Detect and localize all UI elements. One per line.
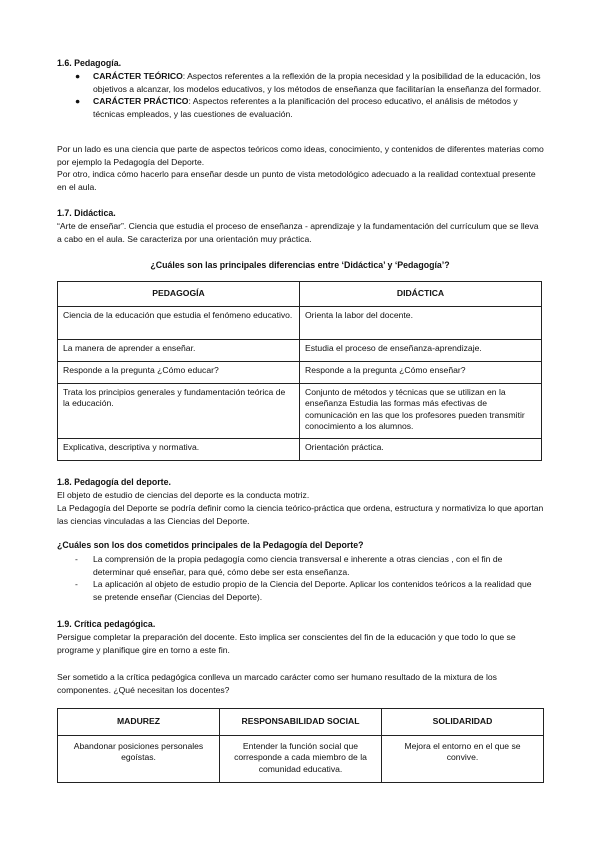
dash-icon: - <box>75 579 78 590</box>
bullet-text: La comprensión de la propia pedagogía como ciencia transversal e inherente a otras ciencias , con el fin de determinar qué enseñar, para qué, cómo debe ser esta enseñanza. <box>93 554 503 577</box>
table-cell: Mejora el entorno en el que se convive. <box>382 735 544 782</box>
table-cell: Ciencia de la educación que estudia el fenómeno educativo. <box>58 306 300 339</box>
table-header: PEDAGOGÍA <box>58 282 300 307</box>
table-row <box>58 361 542 383</box>
bullet-item <box>57 578 543 603</box>
bullet-dot-icon: ● <box>75 71 81 81</box>
table-row <box>58 438 542 460</box>
bullet-item <box>57 95 543 120</box>
table-header-row <box>58 282 542 307</box>
section-1-9-title: 1.9. Crítica pedagógica. <box>57 619 156 629</box>
bullet-text: La aplicación al objeto de estudio propio de la Ciencia del Deporte. Aplicar los contenidos teóricos a la realidad que se pretende enseñar (Ciencias del Deporte). <box>93 579 532 602</box>
dash-icon: - <box>75 554 78 564</box>
table-row <box>58 306 542 339</box>
table-header-row <box>58 709 544 736</box>
section-1-6-paragraph-1: Por un lado es una ciencia que parte de aspectos teóricos como ideas, conocimiento, y contenidos de diferentes materias como por ejemplo la Pedagogía del Deporte. <box>57 144 544 167</box>
section-1-7-title: 1.7. Didáctica. <box>57 208 116 218</box>
section-1-8-title: 1.8. Pedagogía del deporte. <box>57 477 171 487</box>
table-cell: Orientación práctica. <box>300 438 542 460</box>
table-cell: Orienta la labor del docente. <box>300 306 542 339</box>
bullet-item <box>57 553 543 578</box>
table-cell: Responde a la pregunta ¿Cómo enseñar? <box>300 361 542 383</box>
table-cell: La manera de aprender a enseñar. <box>58 339 300 361</box>
teacher-needs-table <box>57 708 544 783</box>
bullet-text: : Aspectos referentes a la planificación del proceso educativo, el análisis de métodos y técnicas empleados, y las cuestiones de evaluación. <box>93 96 518 119</box>
differences-question: ¿Cuáles son las principales diferencias entre ‘Didáctica’ y ‘Pedagogía’? <box>150 260 450 270</box>
section-1-8-paragraph-1: El objeto de estudio de ciencias del deporte es la conducta motriz. <box>57 490 310 500</box>
section-1-6-paragraph-2: Por otro, indica cómo hacerlo para enseñar desde un punto de vista metodológico adecuado a la realidad contextual presente en el aula. <box>57 169 536 192</box>
table-row <box>58 339 542 361</box>
table-row <box>58 383 542 438</box>
table-cell: Estudia el proceso de enseñanza-aprendizaje. <box>300 339 542 361</box>
table-cell: Trata los principios generales y fundamentación teórica de la educación. <box>58 383 300 438</box>
section-1-7-paragraph: “Arte de enseñar”. Ciencia que estudia el proceso de enseñanza - aprendizaje y la fundamentación del currículum que se lleva a cabo en el aula. Se caracteriza por una orientación muy práctica. <box>57 221 539 244</box>
table-header: DIDÁCTICA <box>300 282 542 307</box>
table-cell: Conjunto de métodos y técnicas que se utilizan en la enseñanza Estudia las formas más efectivas de comunicación en las que los profesores pueden transmitir conocimiento a los alumnos. <box>300 383 542 438</box>
bullet-text: : Aspectos referentes a la reflexión de la propia necesidad y la posibilidad de la educación, los objetivos a alcanzar, los modelos educativos, y los métodos de enseñanza que facilitarían la enseñanza del formador. <box>93 71 542 94</box>
pedagogy-didactics-table <box>57 281 542 461</box>
section-1-8-paragraph-2: La Pedagogía del Deporte se podría definir como la ciencia teórico-práctica que ordena, estructura y normativiza lo que aportan las ciencias vinculadas a las Ciencias del Deporte. <box>57 503 544 526</box>
table-header: MADUREZ <box>58 709 220 736</box>
table-header: SOLIDARIDAD <box>382 709 544 736</box>
table-cell: Abandonar posiciones personales egoístas. <box>58 735 220 782</box>
bullet-item <box>57 70 543 95</box>
section-1-9-paragraph-1: Persigue completar la preparación del docente. Esto implica ser conscientes del fin de la educación y que todo lo que se programe y planifique gire en torno a este fin. <box>57 632 516 655</box>
table-cell: Entender la función social que corresponde a cada miembro de la comunidad educativa. <box>220 735 382 782</box>
table-header: RESPONSABILIDAD SOCIAL <box>220 709 382 736</box>
section-1-8-bullets <box>57 553 543 603</box>
tasks-question: ¿Cuáles son los dos cometidos principales de la Pedagogía del Deporte? <box>57 540 364 550</box>
bullet-label: CARÁCTER PRÁCTICO <box>93 96 189 107</box>
table-cell: Explicativa, descriptiva y normativa. <box>58 438 300 460</box>
section-1-6-bullets <box>57 70 543 120</box>
table-cell: Responde a la pregunta ¿Cómo educar? <box>58 361 300 383</box>
bullet-label: CARÁCTER TEÓRICO <box>93 71 183 81</box>
section-1-6-title: 1.6. Pedagogía. <box>57 58 122 68</box>
table-row <box>58 735 544 782</box>
section-1-9-paragraph-2: Ser sometido a la crítica pedagógica conlleva un marcado carácter como ser humano resultado de la mixtura de los componentes. ¿Qué necesitan los docentes? <box>57 672 497 695</box>
bullet-dot-icon: ● <box>75 96 81 107</box>
